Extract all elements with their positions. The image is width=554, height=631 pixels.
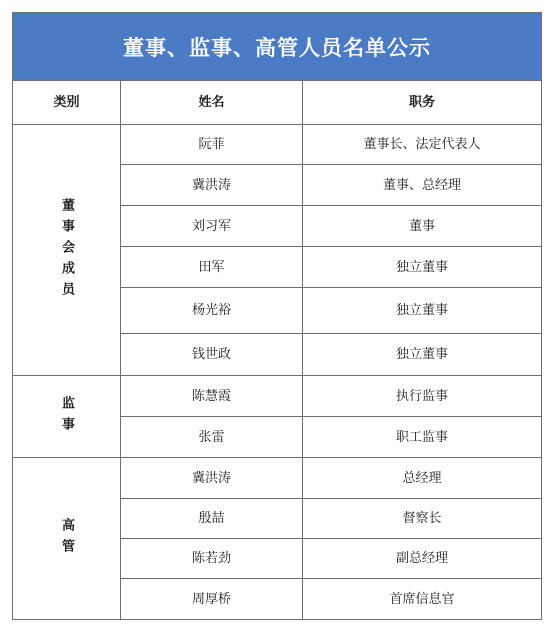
- member-position: 独立董事: [303, 288, 541, 334]
- member-name: 钱世政: [121, 334, 303, 376]
- member-name: 冀洪涛: [121, 165, 303, 206]
- member-name: 陈若劲: [121, 539, 303, 579]
- category-cell-management: [13, 458, 121, 619]
- header-position: 职务: [303, 81, 541, 125]
- member-position: 董事长、法定代表人: [303, 125, 541, 165]
- member-position: 独立董事: [303, 247, 541, 288]
- table-grid: [13, 81, 541, 619]
- member-position: 执行监事: [303, 376, 541, 417]
- member-name: 殷喆: [121, 499, 303, 539]
- member-name: 阮菲: [121, 125, 303, 165]
- member-name: 冀洪涛: [121, 458, 303, 499]
- member-position: 董事、总经理: [303, 165, 541, 206]
- category-cell-board: [13, 125, 121, 376]
- category-cell-supervisors: [13, 376, 121, 458]
- header-category: 类别: [13, 81, 121, 125]
- member-position: 独立董事: [303, 334, 541, 376]
- member-name: 陈慧霞: [121, 376, 303, 417]
- member-position: 总经理: [303, 458, 541, 499]
- member-name: 张雷: [121, 417, 303, 458]
- table-title: 董事、监事、高管人员名单公示: [13, 13, 541, 81]
- member-name: 田军: [121, 247, 303, 288]
- member-position: 副总经理: [303, 539, 541, 579]
- member-name: 杨光裕: [121, 288, 303, 334]
- member-name: 刘习军: [121, 206, 303, 247]
- member-position: 首席信息官: [389, 591, 455, 607]
- member-position: 董事: [303, 206, 541, 247]
- member-position: 职工监事: [303, 417, 541, 458]
- category-label-board: 董事会成员: [59, 197, 74, 303]
- category-label-supervisors: 监事: [59, 395, 74, 438]
- personnel-table: [12, 12, 542, 620]
- member-name: 周厚桥: [121, 579, 303, 619]
- member-position: 督察长: [303, 499, 541, 539]
- category-label-management: 高管: [59, 517, 74, 560]
- header-name: 姓名: [121, 81, 303, 125]
